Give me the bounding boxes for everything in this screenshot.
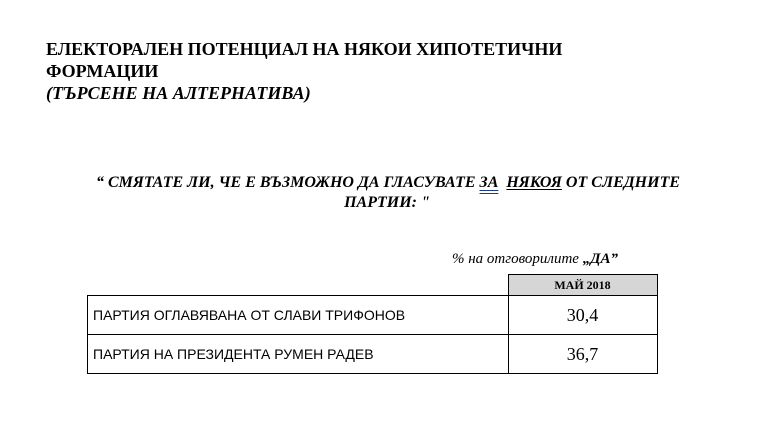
row-label: ПАРТИЯ НА ПРЕЗИДЕНТА РУМЕН РАДЕВ (88, 335, 509, 374)
document-title (46, 38, 562, 104)
column-header-may-2018: МАЙ 2018 (508, 275, 657, 296)
question-line-2: ПАРТИИ: " (344, 194, 430, 211)
table-header-row (88, 275, 658, 296)
title-line-2: ФОРМАЦИИ (46, 61, 159, 81)
question-line-1 (0, 173, 768, 193)
table-row (88, 296, 658, 335)
results-table (87, 274, 658, 374)
question-text-start: “ СМЯТАТЕ ЛИ, ЧЕ Е ВЪЗМОЖНО ДА ГЛАСУВАТЕ (95, 174, 480, 191)
row-label: ПАРТИЯ ОГЛАВЯВАНА ОТ СЛАВИ ТРИФОНОВ (88, 296, 509, 335)
question-word-nyakoya: НЯКОЯ (506, 174, 562, 191)
note-prefix: % на отговорилите (452, 251, 583, 267)
table-row (88, 335, 658, 374)
row-value: 36,7 (508, 335, 657, 374)
question-text-end: ОТ СЛЕДНИТЕ (561, 174, 681, 191)
question-word-za: ЗА (479, 174, 499, 191)
title-line-1: ЕЛЕКТОРАЛЕН ПОТЕНЦИАЛ НА НЯКОИ ХИПОТЕТИЧНИ (46, 39, 563, 59)
survey-question (0, 173, 768, 213)
row-value: 30,4 (508, 296, 657, 335)
note-emphasis: „ДА” (582, 251, 618, 267)
title-subtitle: (ТЪРСЕНЕ НА АЛТЕРНАТИВА) (46, 83, 311, 103)
header-empty-cell (88, 275, 509, 296)
percentage-note (452, 251, 618, 268)
